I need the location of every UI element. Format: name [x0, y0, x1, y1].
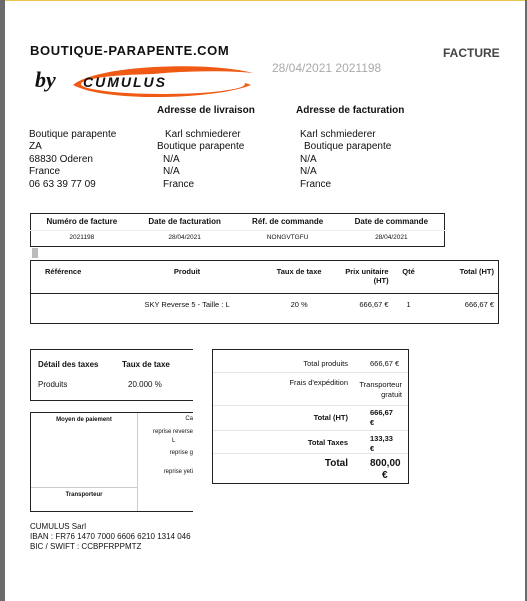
product-cell: SKY Reverse 5 - Taille : L — [144, 300, 230, 309]
payment-line: reprise yeti — [163, 469, 193, 475]
address-line: Boutique parapente — [29, 129, 117, 140]
column-header: Date de facturation — [148, 217, 221, 226]
grand-total-amount: 800,00 — [370, 458, 401, 469]
payment-details — [149, 415, 193, 477]
brand-name: BOUTIQUE-PARAPENTE.COM — [30, 43, 230, 58]
product-table — [30, 260, 499, 324]
reference-cell — [31, 294, 109, 324]
tax-row-label: Produits — [38, 380, 68, 389]
tax-details-box — [30, 349, 193, 401]
invoice-number-cell: 2021198 — [31, 231, 133, 247]
column-header: Numéro de facture — [46, 217, 118, 226]
grand-total-currency: € — [382, 470, 388, 481]
footer-line: IBAN : FR76 1470 7000 6606 6210 1314 046 — [30, 532, 191, 541]
order-ref-cell: NONGVTGFU — [237, 231, 339, 247]
invoice-date-number: 28/04/2021 2021198 — [272, 61, 382, 75]
column-header: Produit — [109, 261, 266, 294]
tax-row-rate: 20.000 % — [128, 380, 162, 389]
total-ht-amount: 666,67 — [370, 408, 393, 417]
footer-line: BIC / SWIFT : CCBPFRPPMTZ — [30, 542, 142, 551]
total-products-value: 666,67 € — [370, 359, 400, 368]
total-cell: 666,67 € — [464, 300, 494, 309]
column-header: Qté — [393, 261, 425, 294]
column-header: Total (HT) — [424, 261, 498, 294]
payment-line: reprise g — [169, 450, 193, 456]
grand-total-label: Total — [324, 458, 348, 469]
shipping-value-line: Transporteur — [359, 380, 402, 389]
totals-box — [212, 349, 409, 484]
grand-total-value — [370, 458, 401, 482]
footer-line: CUMULUS Sarl — [30, 522, 87, 531]
invoice-page — [5, 0, 525, 601]
column-header: Prix unitaire (HT) — [333, 261, 393, 294]
total-taxes-amount: 133,33 — [370, 434, 393, 443]
address-line: Boutique parapente — [304, 141, 392, 153]
seller-address — [29, 129, 116, 191]
tax-rate-heading: Taux de taxe — [122, 360, 170, 369]
tax-rate-cell: 20 % — [290, 300, 308, 309]
payment-line: reprise reverse — [152, 429, 193, 435]
carrier-label: Transporteur — [65, 492, 103, 498]
delivery-address-heading: Adresse de livraison — [157, 105, 255, 116]
total-ht-label: Total (HT) — [313, 413, 348, 422]
divider-marker — [32, 248, 38, 258]
order-date-cell: 28/04/2021 — [339, 231, 445, 247]
total-taxes-value — [370, 434, 393, 454]
payment-method-label: Moyen de paiement — [56, 417, 112, 423]
address-line: ZA — [29, 141, 42, 153]
address-line: France — [29, 166, 61, 178]
billing-address-heading: Adresse de facturation — [296, 105, 405, 116]
logo-by-text: by — [35, 67, 56, 92]
address-line: N/A — [163, 153, 180, 165]
shipping-value — [357, 380, 402, 400]
address-line: Boutique parapente — [157, 141, 245, 153]
billing-address — [300, 129, 391, 191]
total-ht-currency: € — [370, 418, 375, 427]
invoice-info-table — [30, 213, 445, 247]
footer-bank-details — [30, 522, 191, 552]
table-row — [31, 231, 445, 247]
column-header: Réf. de commande — [252, 217, 324, 226]
address-line: N/A — [300, 153, 317, 165]
tax-details-heading: Détail des taxes — [38, 360, 99, 369]
address-line: France — [300, 178, 332, 190]
total-ht-value — [370, 408, 393, 428]
shipping-value-line: gratuit — [381, 390, 402, 399]
address-line: N/A — [163, 166, 180, 178]
total-products-label: Total produits — [303, 359, 348, 368]
shipping-label: Frais d'expédition — [289, 378, 348, 387]
payment-label-cell — [31, 413, 138, 488]
carrier-label-cell — [31, 487, 138, 511]
total-taxes-currency: € — [370, 444, 375, 453]
column-header: Taux de taxe — [265, 261, 333, 294]
column-header: Date de commande — [354, 217, 429, 226]
invoice-date-cell: 28/04/2021 — [133, 231, 237, 247]
address-line: 68830 Oderen — [29, 153, 93, 165]
total-taxes-label: Total Taxes — [307, 438, 348, 447]
address-line: Karl schmiederer — [300, 129, 376, 140]
delivery-address — [157, 129, 244, 191]
address-line: France — [163, 178, 195, 190]
column-header: Référence — [31, 261, 109, 294]
document-title: FACTURE — [443, 46, 500, 60]
unit-price-cell: 666,67 € — [359, 300, 389, 309]
address-line: N/A — [300, 166, 317, 178]
qty-cell: 1 — [406, 300, 411, 309]
payment-line: Ca — [185, 416, 193, 422]
payment-line: L — [172, 438, 176, 444]
payment-box — [30, 412, 193, 512]
logo-text: CUMULUS — [83, 74, 167, 90]
address-line: Karl schmiederer — [165, 129, 241, 140]
address-line: 06 63 39 77 09 — [29, 178, 96, 190]
table-row — [31, 294, 499, 324]
